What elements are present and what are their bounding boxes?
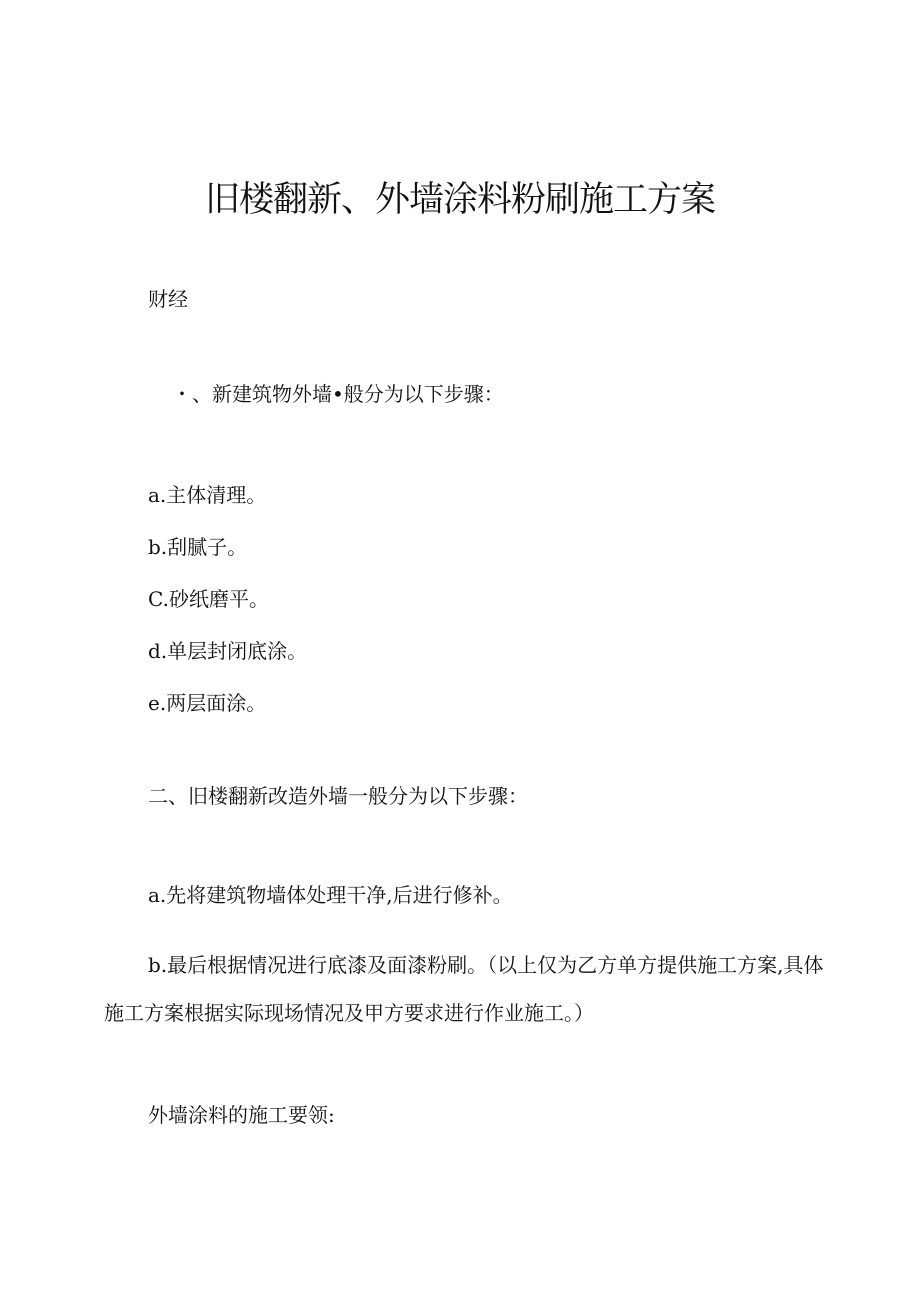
section1-step-a: a.主体清理。: [148, 483, 267, 507]
section1-heading: ・、新建筑物外墙•般分为以下步骤：: [172, 382, 504, 406]
section2-step-b: b.最后根据情况进行底漆及面漆粉刷。（以上仅为乙方单方提供施工方案,具体施工方案根据实际现场情况及甲方要求进行作业施工。）: [104, 953, 824, 1025]
section1-step-c: C.砂纸磨平。: [148, 587, 269, 611]
section2-heading: 二、旧楼翻新改造外墙一般分为以下步骤：: [148, 784, 528, 808]
section1-step-e: e.两层面涂。: [148, 691, 267, 715]
section3-heading: 外墙涂料的施工要领:: [148, 1103, 335, 1127]
category-label: 财经: [148, 287, 188, 311]
section1-step-b: b.刮腻子。: [148, 535, 248, 559]
section2-step-a: a.先将建筑物墙体处理干净,后进行修补。: [148, 883, 513, 907]
section1-step-d: d.单层封闭底涂。: [148, 639, 308, 663]
document-title: 旧楼翻新、外墙涂料粉刷施工方案: [204, 180, 715, 220]
